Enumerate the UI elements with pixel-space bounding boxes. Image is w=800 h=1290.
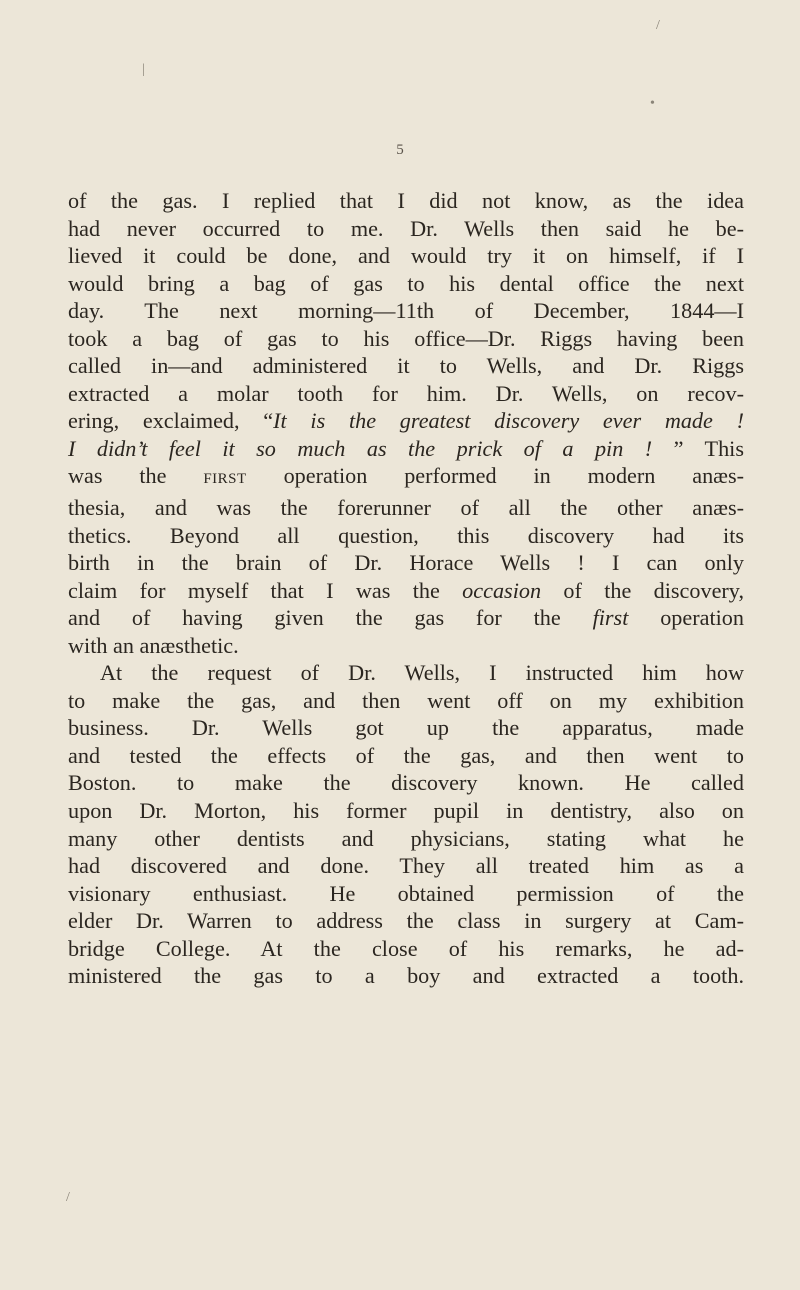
text-line: bridge College. At the close of his remarks, he ad- bbox=[68, 935, 744, 961]
text-line: to make the gas, and then went off on my exhibition bbox=[68, 687, 744, 713]
text-line: many other dentists and physicians, stating what he bbox=[68, 825, 744, 851]
text-run: ering, exclaimed, “ bbox=[68, 408, 274, 434]
text-line bbox=[68, 462, 744, 494]
text-line: day. The next morning—11th of December, 1844—I bbox=[68, 298, 744, 324]
text-line: upon Dr. Morton, his former pupil in dentistry, also on bbox=[68, 798, 744, 824]
text-run: of the discovery, bbox=[541, 577, 745, 603]
italic-word: first bbox=[592, 605, 629, 631]
text-line: thesia, and was the forerunner of all the other anæs- bbox=[68, 495, 744, 521]
text-line bbox=[68, 604, 744, 632]
text-line: took a bag of gas to his office—Dr. Riggs having been bbox=[68, 325, 744, 351]
page-number: 5 bbox=[396, 142, 404, 158]
text-line: with an anæsthetic. bbox=[68, 632, 239, 658]
ink-dot: • bbox=[650, 96, 655, 111]
text-line: of the gas. I replied that I did not know, as the idea bbox=[68, 188, 744, 213]
pencil-mark-left: | bbox=[142, 62, 145, 77]
italic-quote: I didn’t feel it so much as the prick of a pin ! bbox=[68, 435, 653, 461]
italic-quote: It is the greatest discovery ever made ! bbox=[273, 408, 744, 434]
text-run: was the bbox=[68, 463, 204, 489]
text-line: elder Dr. Warren to address the class in surgery at Cam- bbox=[68, 908, 744, 934]
text-line: called in—and administered it to Wells, and Dr. Riggs bbox=[68, 353, 744, 379]
text-line: and tested the effects of the gas, and then went to bbox=[68, 742, 744, 768]
text-line: business. Dr. Wells got up the apparatus, made bbox=[68, 715, 744, 741]
body-text bbox=[68, 187, 744, 990]
pencil-mark-bottom: / bbox=[66, 1190, 70, 1205]
text-line bbox=[68, 435, 744, 463]
text-line bbox=[68, 407, 744, 435]
text-run: ” This bbox=[652, 435, 744, 461]
text-run: claim for myself that I was the bbox=[68, 577, 463, 603]
text-run: operation performed in modern anæs- bbox=[246, 463, 744, 489]
text-line: birth in the brain of Dr. Horace Wells ! I can only bbox=[68, 550, 744, 576]
paragraph-1 bbox=[68, 187, 744, 659]
text-line: lieved it could be done, and would try it on himself, if I bbox=[68, 243, 744, 269]
text-line: thetics. Beyond all question, this discovery had its bbox=[68, 522, 744, 548]
pencil-mark-top: / bbox=[656, 18, 660, 33]
text-line: had never occurred to me. Dr. Wells then said he be- bbox=[68, 215, 744, 241]
text-line: would bring a bag of gas to his dental office the next bbox=[68, 270, 744, 296]
paragraph-2 bbox=[68, 659, 744, 990]
text-line: Boston. to make the discovery known. He called bbox=[68, 770, 744, 796]
italic-word: occasion bbox=[462, 577, 542, 603]
text-run: operation bbox=[628, 605, 744, 631]
text-line: had discovered and done. They all treated him as a bbox=[68, 853, 744, 879]
text-line: extracted a molar tooth for him. Dr. Wells, on recov- bbox=[68, 380, 744, 406]
text-line: visionary enthusiast. He obtained permission of the bbox=[68, 880, 744, 906]
text-line bbox=[68, 577, 744, 605]
text-line: At the request of Dr. Wells, I instructed him how bbox=[100, 660, 744, 686]
text-line: ministered the gas to a boy and extracted a tooth. bbox=[68, 963, 744, 989]
small-caps-word: FIRST bbox=[203, 471, 247, 488]
text-run: and of having given the gas for the bbox=[68, 605, 593, 631]
